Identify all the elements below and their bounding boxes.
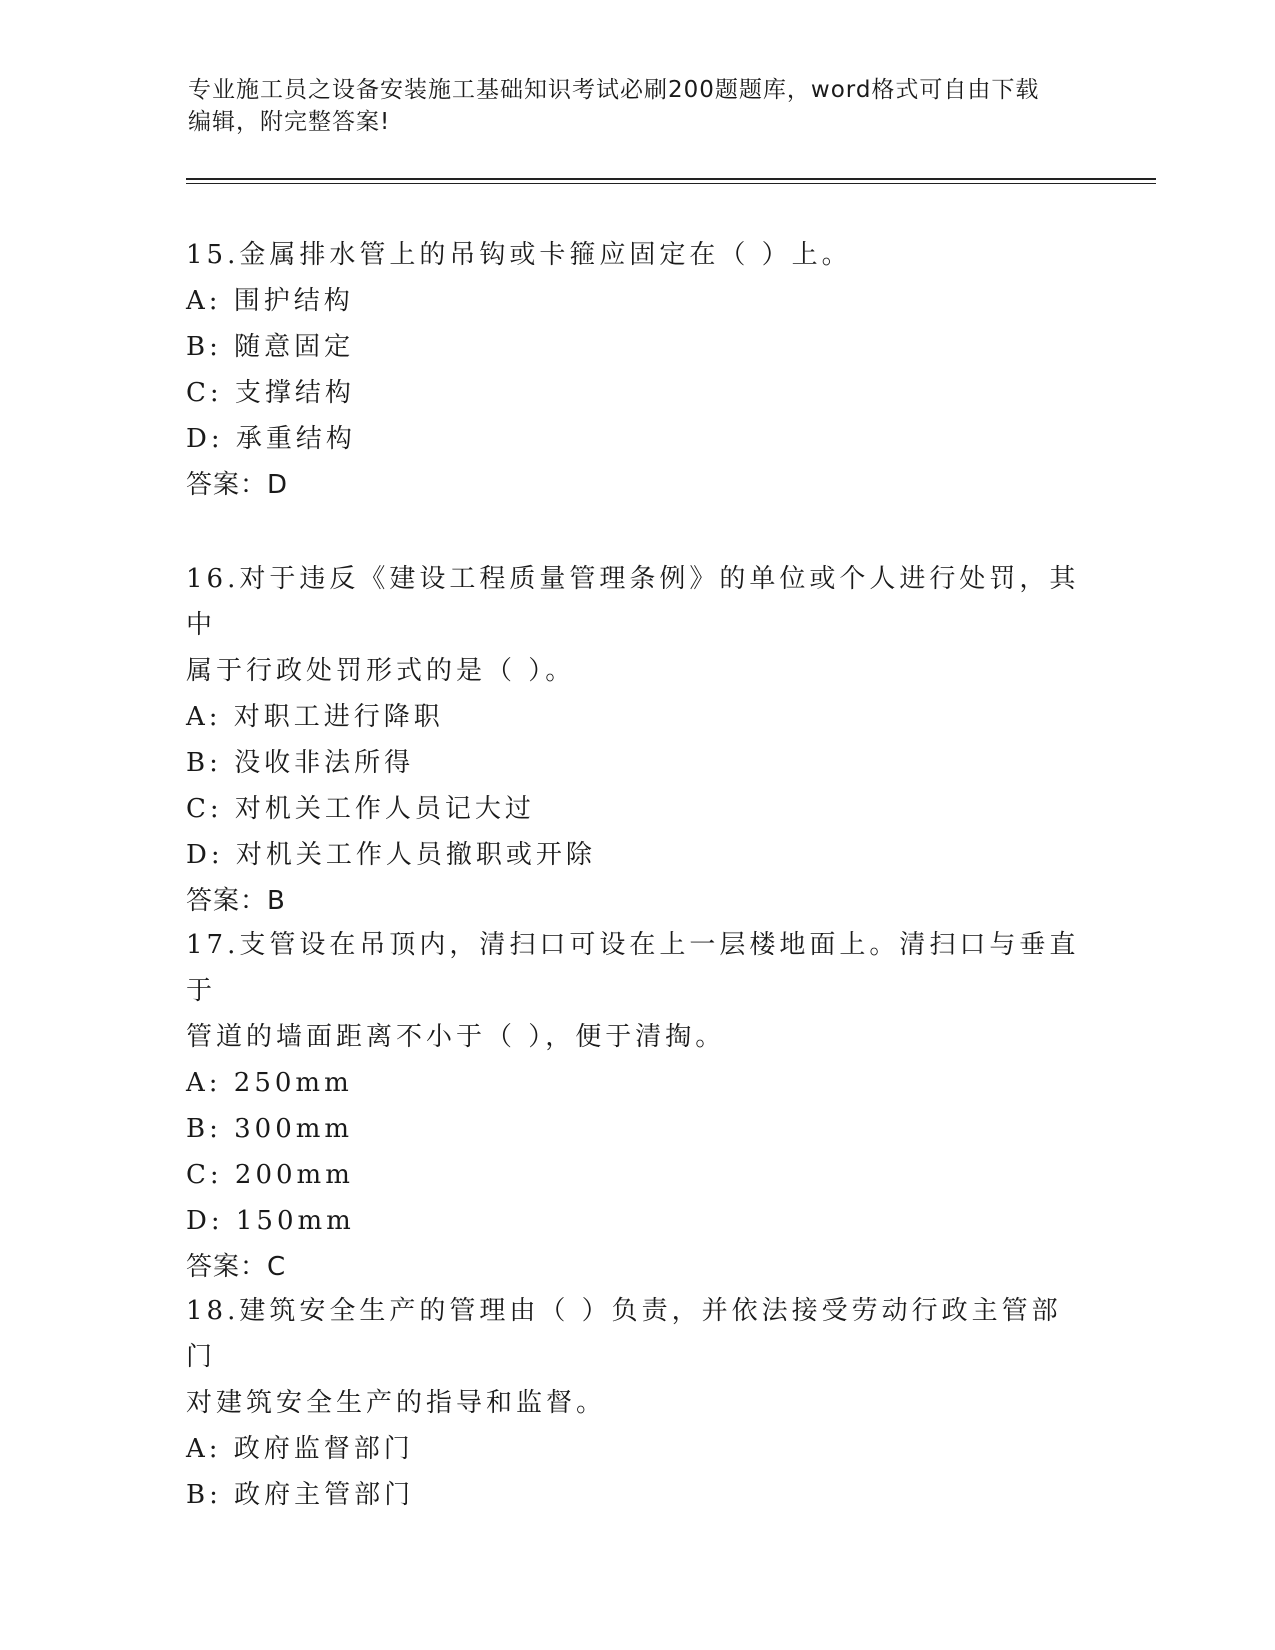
header-line-1: 专业施工员之设备安装施工基础知识考试必刷200题题库，word格式可自由下载: [188, 77, 1040, 103]
answer: 答案：D: [186, 470, 289, 500]
option-d: D: 对机关工作人员撤职或开除: [186, 840, 596, 870]
option-d: D: 承重结构: [186, 424, 356, 454]
question-stem-line-2: 对建筑安全生产的指导和监督。: [186, 1388, 607, 1418]
header-divider-thick: [186, 178, 1156, 180]
question-stem-line-1: 17.支管设在吊顶内，清扫口可设在上一层楼地面上。清扫口与垂直于: [186, 930, 1080, 1006]
option-a: A: 围护结构: [186, 286, 354, 316]
option-b: B: 没收非法所得: [186, 748, 415, 778]
question-stem-line-1: 16.对于违反《建设工程质量管理条例》的单位或个人进行处罚，其中: [186, 564, 1080, 640]
question-15: [186, 232, 1086, 508]
option-c: C: 支撑结构: [186, 378, 355, 408]
header-divider-thin: [186, 183, 1156, 184]
question-stem-line-2: 属于行政处罚形式的是（ ）。: [186, 656, 576, 686]
option-c: C: 200mm: [186, 1160, 354, 1190]
question-16: [186, 556, 1086, 924]
answer: 答案：C: [186, 1252, 287, 1282]
header-line-2: 编辑，附完整答案!: [188, 109, 391, 135]
option-a: A: 对职工进行降职: [186, 702, 444, 732]
option-b: B: 政府主管部门: [186, 1480, 415, 1510]
option-c: C: 对机关工作人员记大过: [186, 794, 535, 824]
answer: 答案：B: [186, 886, 286, 916]
option-a: A: 250mm: [186, 1068, 353, 1098]
option-b: B: 随意固定: [186, 332, 355, 362]
option-d: D: 150mm: [186, 1206, 355, 1236]
document-header: [188, 74, 1068, 138]
question-18: [186, 1288, 1086, 1518]
question-stem: 15.金属排水管上的吊钩或卡箍应固定在（ ）上。: [186, 240, 852, 270]
question-17: [186, 922, 1086, 1290]
question-stem-line-1: 18.建筑安全生产的管理由（ ）负责，并依法接受劳动行政主管部门: [186, 1296, 1062, 1372]
option-a: A: 政府监督部门: [186, 1434, 414, 1464]
question-stem-line-2: 管道的墙面距离不小于（ ），便于清掏。: [186, 1022, 726, 1052]
option-b: B: 300mm: [186, 1114, 354, 1144]
